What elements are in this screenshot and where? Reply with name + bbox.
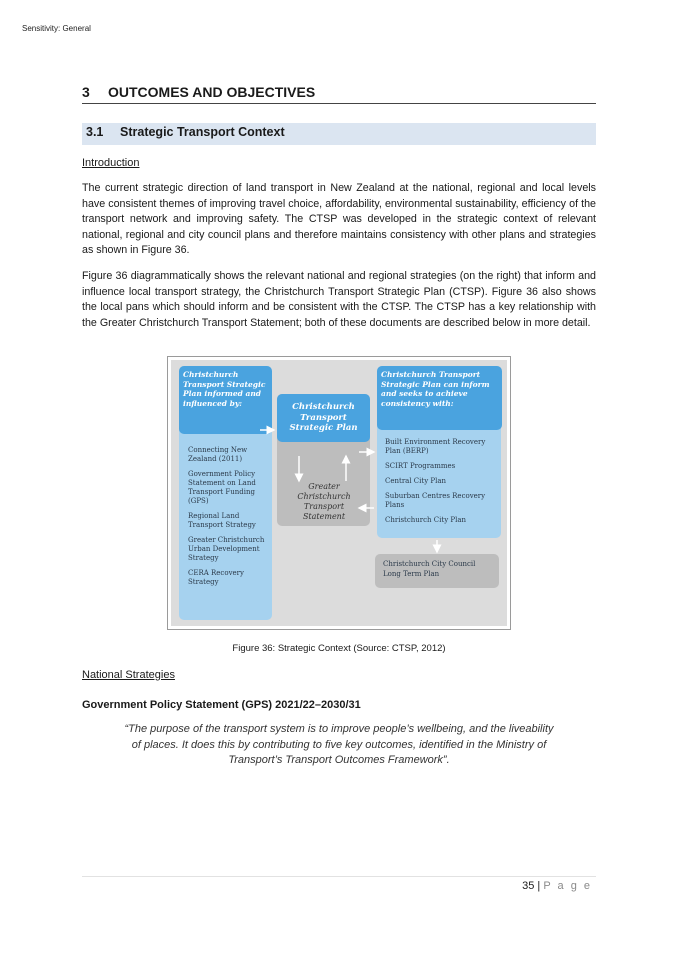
subsection-title: Strategic Transport Context xyxy=(120,125,285,139)
subsection-number: 3.1 xyxy=(86,125,104,139)
section-number: 3 xyxy=(82,84,90,100)
right-item: Built Environment Recovery Plan (BERP) xyxy=(385,438,486,455)
subsection-heading xyxy=(82,123,596,145)
long-term-plan-label: Christchurch City Council Long Term Plan xyxy=(383,560,476,578)
gps-quote: “The purpose of the transport system is to improve people’s wellbeing, and the liveability of places. It does this by contributing to five key outcomes, identified in the Ministry of Transport’s Transport Outcomes Framework”. xyxy=(124,723,554,766)
page-number xyxy=(480,880,592,892)
introduction-heading: Introduction xyxy=(82,157,140,169)
flow-arrows xyxy=(171,360,507,626)
section-heading xyxy=(82,84,596,104)
national-strategies-heading: National Strategies xyxy=(82,669,175,681)
center-panel-title: Christchurch Transport Strategic Plan xyxy=(277,394,370,442)
left-item: Government Policy Statement on Land Transport Funding (GPS) xyxy=(188,470,256,505)
transport-statement-label: Greater Christchurch Transport Statement xyxy=(297,482,351,521)
intro-paragraph-1: The current strategic direction of land transport in New Zealand at the national, regional and local levels have consistent themes of improving travel choice, affordability, environmental sustainability, efficiency of the transport network and improving safety. The CTSP was developed in the strategic context of relevant national, regional and city council plans and therefore maintains consistency with other plans and strategies as shown in Figure 36. xyxy=(82,182,596,257)
strategic-context-figure xyxy=(167,356,511,630)
left-item: CERA Recovery Strategy xyxy=(188,569,244,586)
page-separator: | xyxy=(534,880,544,892)
right-item: Suburban Centres Recovery Plans xyxy=(385,492,486,509)
sensitivity-label: Sensitivity: General xyxy=(22,24,91,33)
left-item: Regional Land Transport Strategy xyxy=(188,512,256,529)
page-label: P a g e xyxy=(543,880,592,892)
right-panel-title: Christchurch Transport Strategic Plan can inform and seeks to achieve consistency with: xyxy=(377,366,502,430)
right-item: Central City Plan xyxy=(385,477,447,485)
left-item: Greater Christchurch Urban Development Strategy xyxy=(188,536,265,562)
right-item: Christchurch City Plan xyxy=(385,516,467,524)
left-item: Connecting New Zealand (2011) xyxy=(188,446,248,463)
intro-paragraph-2: Figure 36 diagrammatically shows the relevant national and regional strategies (on the right) that inform and influence local transport strategy, the Christchurch Transport Strategic Plan (CTSP). Figure 36 also shows the local pans which should inform and be consistent with the CTSP. The CTSP has a key relationship with the Greater Christchurch Transport Statement; both of these documents are described below in more detail. xyxy=(82,270,596,329)
page-number-value: 35 xyxy=(522,880,535,892)
figure-caption: Figure 36: Strategic Context (Source: CTSP, 2012) xyxy=(232,643,446,654)
footer-divider xyxy=(82,876,596,877)
left-panel-title: Christchurch Transport Strategic Plan informed and influenced by: xyxy=(179,366,272,434)
figure-background xyxy=(171,360,507,626)
gps-heading: Government Policy Statement (GPS) 2021/22–2030/31 xyxy=(82,699,361,711)
right-item: SCIRT Programmes xyxy=(385,462,456,470)
section-title: OUTCOMES AND OBJECTIVES xyxy=(108,84,316,100)
